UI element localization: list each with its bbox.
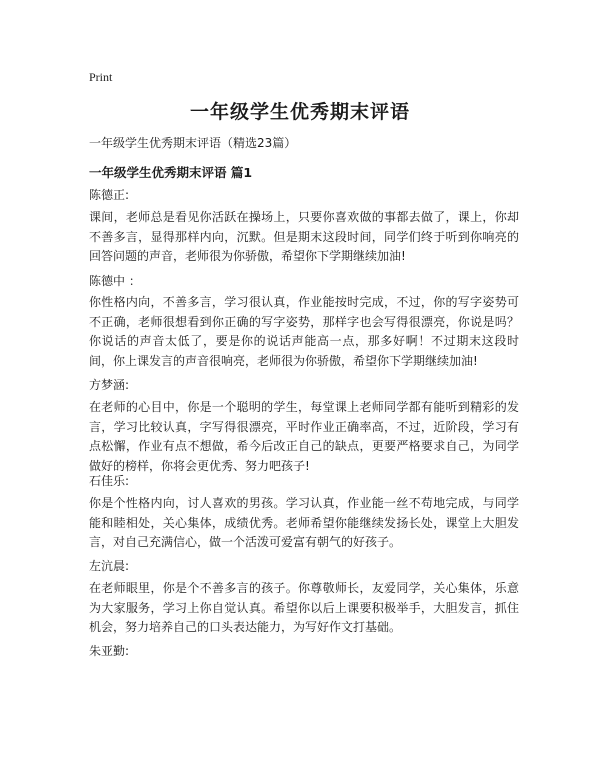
student-name-5: 左沆晨: xyxy=(89,559,130,573)
student-name-3: 方梦涵: xyxy=(89,378,130,392)
student-name-2: 陈德中 ： xyxy=(89,274,141,288)
print-link[interactable]: Print xyxy=(89,70,113,84)
comment-paragraph-3: 在老师的心目中，你是一个聪明的学生，每堂课上老师同学都有能听到精彩的发言，学习比较认真，字写得很漂亮，平时作业正确率高，不过，近阶段，学习有点松懈，作业有点不想做，希今后改正自己的缺点，更要严格要求自己，为同学做好的榜样，你将会更优秀、努力吧孩子! xyxy=(89,400,519,473)
comment-paragraph-4: 你是个性格内向，讨人喜欢的男孩。学习认真，作业能一丝不苟地完成，与同学能和睦相处，关心集体，成绩优秀。老师希望你能继续发扬长处，课堂上大胆发言，对自己充满信心，做一个活泼可爱富有朝气的好孩子。 xyxy=(89,496,519,550)
comment-paragraph-1: 课间，老师总是看见你活跃在操场上，只要你喜欢做的事都去做了，课上，你却不善多言，显得那样内向，沉默。但是期末这段时间，同学们终于听到你响亮的回答问题的声音，老师很为你骄傲，希望你下学期继续加油! xyxy=(89,210,519,264)
student-name-4: 石佳乐: xyxy=(89,474,130,488)
student-name-6: 朱亚勤: xyxy=(89,644,130,658)
student-name-1: 陈德正: xyxy=(89,188,130,202)
comment-paragraph-5: 在老师眼里，你是个不善多言的孩子。你尊敬师长，友爱同学，关心集体，乐意为大家服务，学习上你自觉认真。希望你以后上课要积极举手，大胆发言，抓住机会，努力培养自己的口头表达能力，为写好作文打基础。 xyxy=(89,581,519,635)
subtitle: 一年级学生优秀期末评语（精选23篇） xyxy=(89,136,297,150)
section-heading: 一年级学生优秀期末评语 篇1 xyxy=(89,165,253,180)
page-title: 一年级学生优秀期末评语 xyxy=(189,101,410,123)
comment-paragraph-2: 你性格内向，不善多言，学习很认真，作业能按时完成，不过，你的写字姿势可不正确，老师很想看到你正确的写字姿势，那样字也会写得很漂亮，你说是吗？你说话的声音太低了，要是你的说话声能高一点，那多好啊！不过期末这段时间，你上课发言的声音很响亮，老师很为你骄傲，希望你下学期继续加油! xyxy=(89,295,519,368)
